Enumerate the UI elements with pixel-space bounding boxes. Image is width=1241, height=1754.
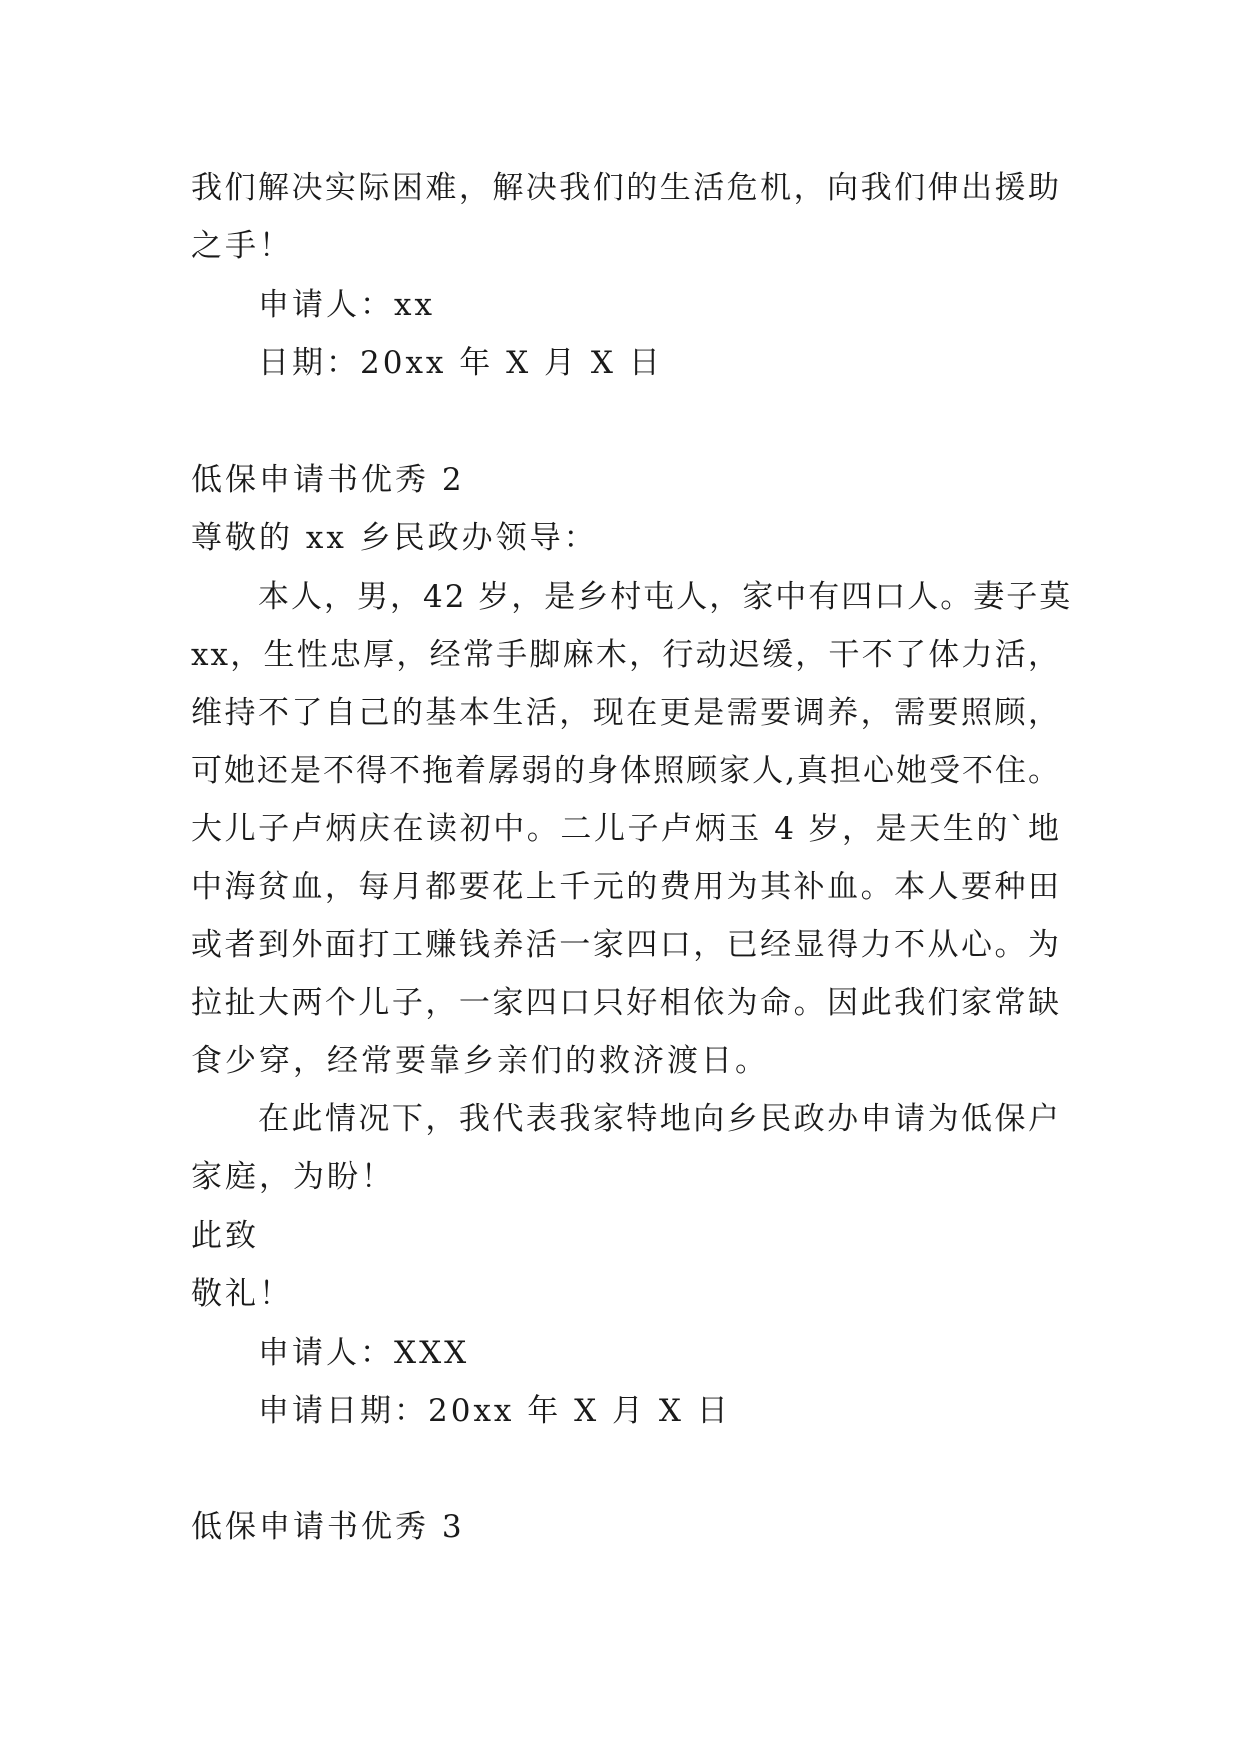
body-line: 维持不了自己的基本生活，现在更是需要调养，需要照顾， bbox=[191, 695, 1061, 731]
salutation: 尊敬的 xx 乡民政办领导： bbox=[191, 520, 598, 556]
request-line: 家庭，为盼！ bbox=[191, 1159, 395, 1195]
request-line: 在此情况下，我代表我家特地向乡民政办申请为低保户 bbox=[258, 1101, 1061, 1137]
applicant-line: 申请人：xx bbox=[258, 287, 435, 323]
paragraph-line: 之手！ bbox=[191, 228, 293, 264]
section-title: 低保申请书优秀 3 bbox=[191, 1509, 465, 1545]
section-title: 低保申请书优秀 2 bbox=[191, 462, 465, 498]
body-line: 中海贫血，每月都要花上千元的费用为其补血。本人要种田 bbox=[191, 869, 1061, 905]
body-line: 拉扯大两个儿子，一家四口只好相依为命。因此我们家常缺 bbox=[191, 985, 1061, 1021]
body-line: 食少穿，经常要靠乡亲们的救济渡日。 bbox=[191, 1043, 769, 1079]
applicant-line: 申请人：XXX bbox=[258, 1335, 470, 1371]
body-line: 大儿子卢炳庆在读初中。二儿子卢炳玉 4 岁，是天生的`地 bbox=[191, 811, 1061, 847]
date-line: 申请日期：20xx 年 X 月 X 日 bbox=[258, 1393, 731, 1429]
closing-line: 此致 bbox=[191, 1218, 259, 1254]
paragraph-line: 我们解决实际困难，解决我们的生活危机，向我们伸出援助 bbox=[191, 170, 1061, 206]
date-line: 日期：20xx 年 X 月 X 日 bbox=[258, 345, 663, 381]
closing-line: 敬礼！ bbox=[191, 1276, 293, 1312]
body-line: 或者到外面打工赚钱养活一家四口，已经显得力不从心。为 bbox=[191, 927, 1061, 963]
body-line: 可她还是不得不拖着孱弱的身体照顾家人,真担心她受不住。 bbox=[191, 753, 1061, 789]
body-line: 本人，男，42 岁，是乡村屯人，家中有四口人。妻子莫 bbox=[258, 579, 1073, 615]
body-line: xx，生性忠厚，经常手脚麻木，行动迟缓，干不了体力活， bbox=[191, 637, 1061, 673]
